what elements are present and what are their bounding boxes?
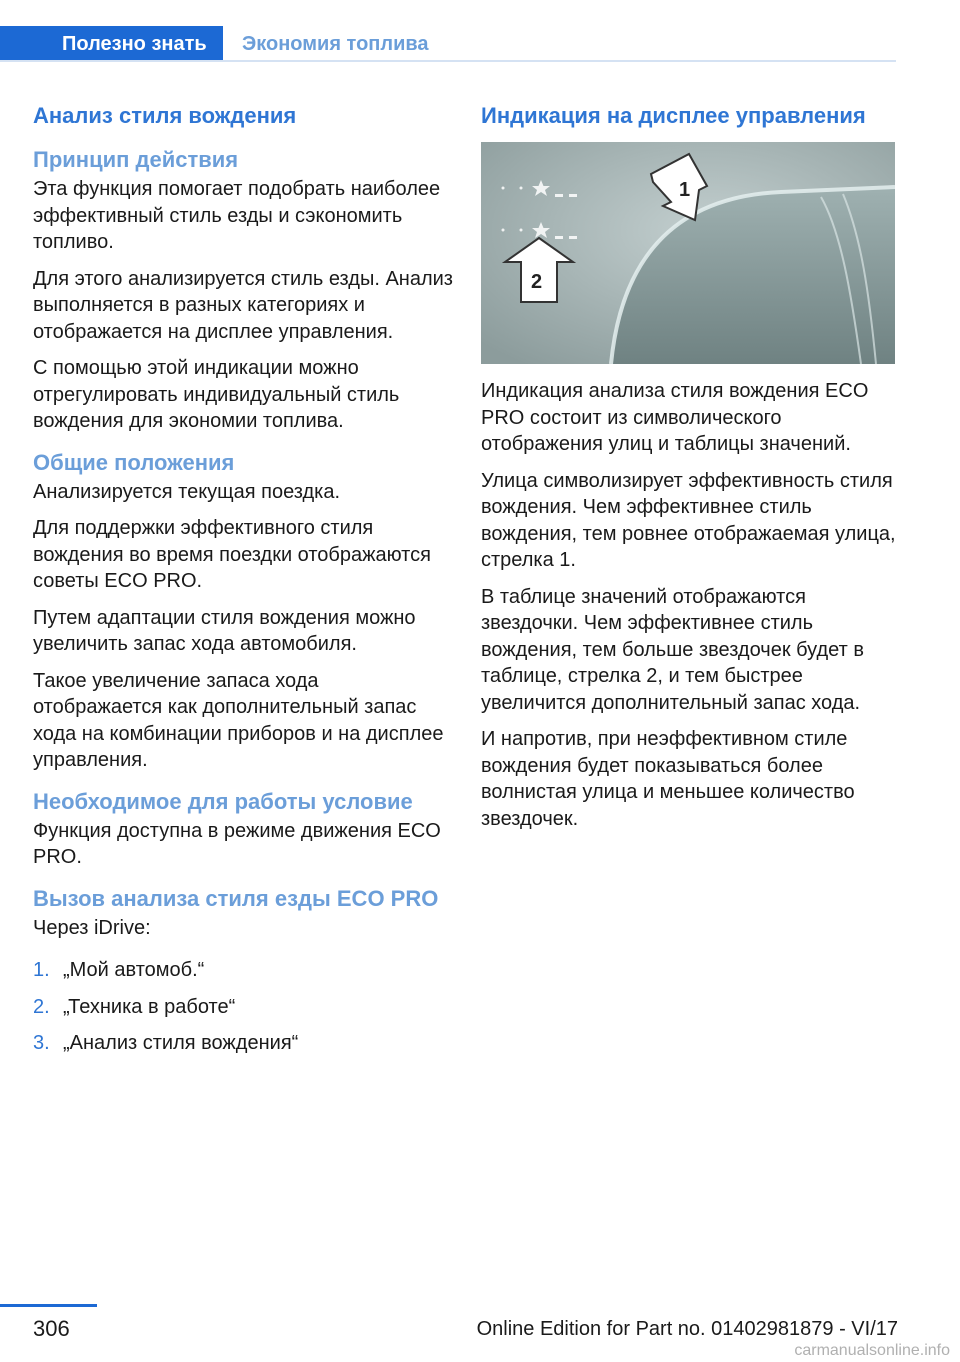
eco-pro-display-illustration <box>481 142 895 364</box>
paragraph: Для поддержки эффективного стиля вождения во время поездки отображаются советы ECO PRO. <box>33 517 431 592</box>
tab-fuel-economy[interactable]: Экономия топлива <box>242 33 429 55</box>
steps-list <box>33 957 453 1057</box>
paragraph: Для этого анализируется стиль езды. Анализ выполняется в разных категориях и отображается на дисплее управления. <box>33 267 453 343</box>
list-item <box>33 994 453 1021</box>
paragraph: Через iDrive: <box>33 916 151 939</box>
left-column <box>33 100 453 1067</box>
page-number: 306 <box>33 1316 70 1341</box>
tab-useful-info[interactable]: Полезно знать <box>0 26 223 62</box>
footer-divider <box>0 1304 97 1307</box>
step-number: 1. <box>33 959 50 981</box>
paragraph: Индикация анализа стиля вождения ECO PRO состоит из символического отображения улиц и таблицы значений. <box>481 380 869 455</box>
section-heading-principle: Принцип действия <box>33 147 239 172</box>
step-text: „Мой автомоб.“ <box>63 959 205 981</box>
right-column <box>481 100 901 842</box>
section-heading-display: Индикация на дисплее управления <box>481 103 866 128</box>
paragraph: В таблице значений отображаются звездочки. Чем эффективнее стиль вождения, тем больше звездочек будет в таблице, стрелка 2, и тем быстрее увеличится дополнительный запас хода. <box>481 585 864 714</box>
arrow-2-label: 2 <box>531 271 543 293</box>
page-title: Анализ стиля вождения <box>33 103 297 128</box>
list-item <box>33 957 453 984</box>
paragraph: Функция доступна в режиме движения ECO PRO. <box>33 819 441 868</box>
paragraph: Анализируется текущая поездка. <box>33 480 341 503</box>
paragraph: Путем адаптации стиля вождения можно увеличить запас хода автомобиля. <box>33 606 416 655</box>
header-divider <box>0 60 896 62</box>
section-heading-call: Вызов анализа стиля езды ECO PRO <box>33 885 439 911</box>
paragraph: С помощью этой индикации можно отрегулировать индивидуальный стиль вождения для экономии топлива. <box>33 357 400 432</box>
page-header <box>0 0 960 64</box>
paragraph: И напротив, при неэффективном стиле вождения будет показываться более волнистая улица и меньшее количество звездочек. <box>481 728 855 830</box>
step-text: „Техника в работе“ <box>63 995 236 1018</box>
arrow-1-label: 1 <box>679 179 691 201</box>
step-number: 2. <box>33 995 50 1018</box>
paragraph: Такое увеличение запаса хода отображается как дополнительный запас хода на комбинации приборов и на дисплее управления. <box>33 669 444 771</box>
paragraph: Эта функция помогает подобрать наиболее эффективный стиль езды и сэкономить топливо. <box>33 178 441 253</box>
watermark: carmanualsonline.info <box>794 1342 950 1359</box>
section-heading-requirement: Необходимое для работы условие <box>33 788 413 814</box>
step-number: 3. <box>33 1032 50 1054</box>
paragraph: Улица символизирует эффективность стиля вождения. Чем эффективнее стиль вождения, тем ровнее отображаемая улица, стрелка 1. <box>481 469 896 571</box>
list-item <box>33 1030 453 1057</box>
step-text: „Анализ стиля вождения“ <box>63 1032 299 1054</box>
eco-pro-display-figure <box>481 142 895 364</box>
edition-info: Online Edition for Part no. 01402981879 - VI/17 <box>476 1318 898 1340</box>
section-heading-general: Общие положения <box>33 449 235 475</box>
